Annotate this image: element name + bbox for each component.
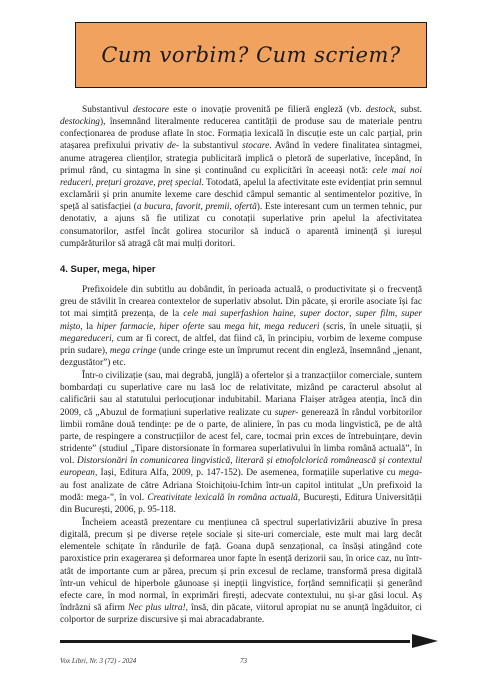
banner-title: Cum vorbim? Cum scriem? — [101, 43, 401, 67]
title-banner — [75, 22, 427, 88]
article-body — [60, 104, 422, 626]
paragraph-civilization: Într-o civilizație (sau, mai degrabă, junglă) a ofertelor și a tranzacțiilor comerciale, suntem bombardați cu superlative care nu lasă loc de relativitate, mizând pe caracterul absolut al calificării sau al statutului perlocuționar indubitabil. Mariana Flaișer atrăgea atenția, încă din 2009, că „Abuzul de formațiuni superlative realizate cu super- generează în rândul vorbitorilor limbii române două tendințe: pe de o parte, de aliniere, în pas cu moda lingvistică, pe de altă parte, de respingere a construcțiilor de acest fel, care, tocmai prin exces de întrebuințare, devin stridente” (studiul „Tipare distorsionate în formarea superlativului în limba română actuală”, în vol. Distorsionări în comunicarea lingvistică, literară și etnofolclorică românească și contextul european, Iași, Editura Alfa, 2009, p. 147-152). De asemenea, formațiile superlative cu mega- au fost analizate de către Adriana Stoichițoiu-Ichim într-un capitol intitulat „Un prefixoid la modă: mega-”, în vol. Creativitate lexicală în româna actuală, București, Editura Universității din București, 2006, p. 95-118. — [60, 371, 422, 515]
paragraph-prefixoids: Prefixoidele din subtitlu au dobândit, în perioada actuală, o productivitate și o frecvență greu de stăvilit în crearea contextelor de superlativ absolut. Din păcate, și erorile asociate își fac tot mai simțită prezența, de la cele mai superfashion haine, super doctor, super film, super mișto, la hiper farmacie, hiper oferte sau mega hit, mega reduceri (scris, în unele situații, și megareduceri, cum ar fi corect, de altfel, dat fiind că, în principiu, vorbim de lexeme compuse prin sudare), mega cringe (unde cringe este un împrumut recent din engleză, însemnând „jenant, dezgustător”) etc. — [60, 285, 423, 368]
paragraph-destocare: Substantivul destocare este o inovație provenită pe filieră engleză (vb. destock, subst. destocking), însemnând literalmente reducerea cantității de produse sau de materiale pentru confecționarea de produse aflate în stoc. Formația lexicală în discuție este un calc parțial, prin atașarea prefixului privativ de- la substantivul stocare. Având în vedere finalitatea sintagmei, anume atragerea clienților, strategia publicitară implică o pletoră de superlative, începând, în primul rând, cu sintagma în sine și continuând cu explicitări în aceeași notă: cele mai noi reduceri, prețuri grozave, preț special. Totodată, apelul la afectivitate este evidențiat prin semnul exclamării și prin anumite lexeme care deschid câmpul semantic al sentimentelor pozitive, în speță al satisfacției (a bucura, favorit, premii, ofertă). Este interesant cum un termen tehnic, pur denotativ, a ajuns să fie utilizat cu conotații superlative prin apelul la afectivitatea consumatorilor, astfel încât golirea stocurilor să inducă o aparentă iminență și iureșul cumpărăturilor să atragă cât mai mulți doritori. — [60, 105, 422, 249]
section-heading: 4. Super, mega, hiper — [60, 263, 156, 275]
footer-page-number: 73 — [240, 657, 247, 665]
footer-journal: Vox Libri, Nr. 3 (72) - 2024 — [60, 657, 137, 665]
next-page-arrow-icon — [60, 634, 438, 648]
paragraph-conclusion: Încheiem această prezentare cu mențiunea că spectrul superlativizării abuzive în presa digitală, precum și pe diverse rețele sociale și site-uri comerciale, este mult mai larg decât elementele schițate în rândurile de față. Goana după senzațional, ca însăși atingând cote paroxistice prin exagerarea și deformarea unor fapte în esență derizorii sau, în orice caz, nu într-atât de importante cum ar părea, precum și prin excesul de reclame, transformă presa digitală într-un vehicul de hiperbole găunoase și inepții lingvistice, forțând semnificații și generând efecte care, în mod normal, în exprimări firești, adecvate contextului, nu și-ar găsi locul. Aș îndrăzni să afirm Nec plus ultra!, însă, din păcate, viitorul apropiat nu se anunță îngăduitor, ci colportor de surprize discursive și mai abracadabrante. — [60, 518, 423, 626]
